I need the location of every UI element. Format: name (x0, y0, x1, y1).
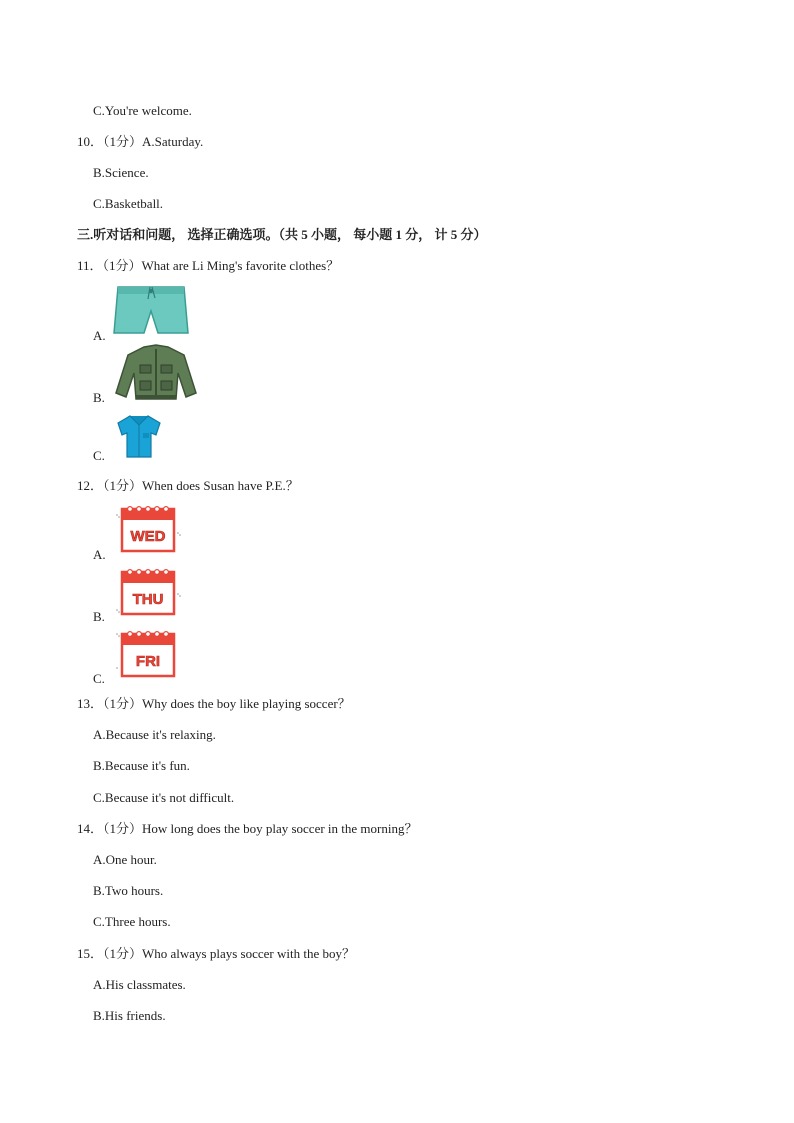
jacket-icon (114, 343, 198, 401)
q10-option-b: B.Science. (93, 165, 149, 180)
q9-option-c: C.You're welcome. (93, 103, 192, 118)
q15-option-b: B.His friends. (93, 1008, 166, 1023)
q11-stem: 11．（1分）What are Li Ming's favorite clothes？ (77, 258, 340, 273)
shirt-icon (116, 413, 162, 459)
q10-stem: 10．（1分）A.Saturday. (77, 134, 204, 149)
q11-label-b: B. (93, 390, 105, 405)
q14-stem: 14．（1分）How long does the boy play soccer in the morning？ (77, 821, 418, 836)
q12-label-b: B. (93, 609, 105, 624)
q12-stem: 12．（1分）When does Susan have P.E.？ (77, 478, 299, 493)
q13-option-c: C.Because it's not difficult. (93, 790, 235, 805)
q11-label-a: A. (93, 328, 106, 343)
q11-label-c: C. (93, 448, 105, 463)
q10-option-c: C.Basketball. (93, 196, 164, 211)
q14-option-b: B.Two hours. (93, 883, 164, 898)
calendar-thu-icon (114, 566, 182, 618)
calendar-fri-text: FRI (135, 653, 161, 670)
calendar-fri-icon (114, 628, 182, 680)
q12-label-a: A. (93, 547, 106, 562)
calendar-wed-text: WED (130, 528, 166, 545)
shorts-icon (112, 283, 190, 341)
q13-option-b: B.Because it's fun. (93, 758, 190, 773)
q12-label-c: C. (93, 671, 105, 686)
q15-stem: 15．（1分）Who always plays soccer with the boy？ (77, 946, 356, 961)
calendar-thu-text: THU (132, 591, 164, 608)
q13-stem: 13．（1分）Why does the boy like playing soccer？ (77, 696, 351, 711)
section-3-heading: 三.听对话和问题， 选择正确选项。（共 5 小题， 每小题 1 分， 计 5 分） (77, 227, 487, 242)
q14-option-c: C.Three hours. (93, 914, 171, 929)
calendar-wed-icon (114, 503, 182, 555)
q14-option-a: A.One hour. (93, 852, 157, 867)
q13-option-a: A.Because it's relaxing. (93, 727, 216, 742)
q15-option-a: A.His classmates. (93, 977, 186, 992)
